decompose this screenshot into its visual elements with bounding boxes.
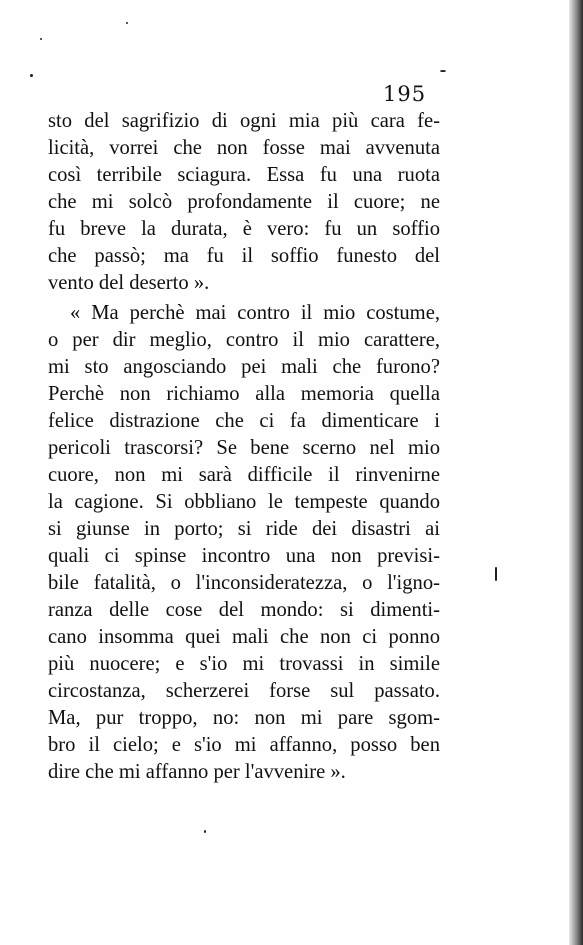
text-line: bile fatalità, o l'inconsideratezza, o l'igno- (48, 572, 440, 594)
text-line: si giunse in porto; si ride dei disastri ai (48, 518, 440, 540)
text-line: che passò; ma fu il soffio funesto del (48, 245, 440, 267)
text-line: dire che mi affanno per l'avvenire ». (48, 761, 346, 783)
page-number: 195 (383, 82, 427, 106)
text-line: pericoli trascorsi? Se bene scerno nel mio (48, 437, 440, 459)
text-line: mi sto angosciando pei mali che furono? (48, 356, 440, 378)
text-line: o per dir meglio, contro il mio carattere, (48, 329, 440, 351)
ink-speck (495, 567, 497, 581)
text-line: « Ma perchè mai contro il mio costume, (70, 302, 440, 324)
ink-speck (30, 74, 33, 77)
text-line: Perchè non richiamo alla memoria quella (48, 383, 440, 405)
text-line: così terribile sciagura. Essa fu una ruota (48, 164, 440, 186)
text-line: bro il cielo; e s'io mi affanno, posso ben (48, 734, 440, 756)
body-text (48, 108, 440, 786)
text-line: cuore, non mi sarà difficile il rinvenirne (48, 464, 440, 486)
paragraph (48, 108, 440, 297)
ink-speck (204, 830, 206, 833)
text-line: licità, vorrei che non fosse mai avvenuta (48, 137, 440, 159)
ink-speck (440, 70, 446, 72)
text-line: fu breve la durata, è vero: fu un soffio (48, 218, 440, 240)
text-line: la cagione. Si obbliano le tempeste quando (48, 491, 440, 513)
text-line: felice distrazione che ci fa dimenticare i (48, 410, 440, 432)
text-line: cano insomma quei mali che non ci ponno (48, 626, 440, 648)
ink-speck (40, 38, 42, 40)
paragraph (48, 300, 440, 786)
text-line: più nuocere; e s'io mi trovassi in simile (48, 653, 440, 675)
text-line: quali ci spinse incontro una non previsi- (48, 545, 440, 567)
text-line: sto del sagrifizio di ogni mia più cara fe- (48, 110, 440, 132)
text-line: vento del deserto ». (48, 272, 210, 294)
text-line: Ma, pur troppo, no: non mi pare sgom- (48, 707, 440, 729)
text-line: ranza delle cose del mondo: si dimenti- (48, 599, 440, 621)
text-line: che mi solcò profondamente il cuore; ne (48, 191, 440, 213)
ink-speck (126, 22, 128, 24)
text-line: circostanza, scherzerei forse sul passato. (48, 680, 440, 702)
book-spine-shadow (569, 0, 583, 945)
